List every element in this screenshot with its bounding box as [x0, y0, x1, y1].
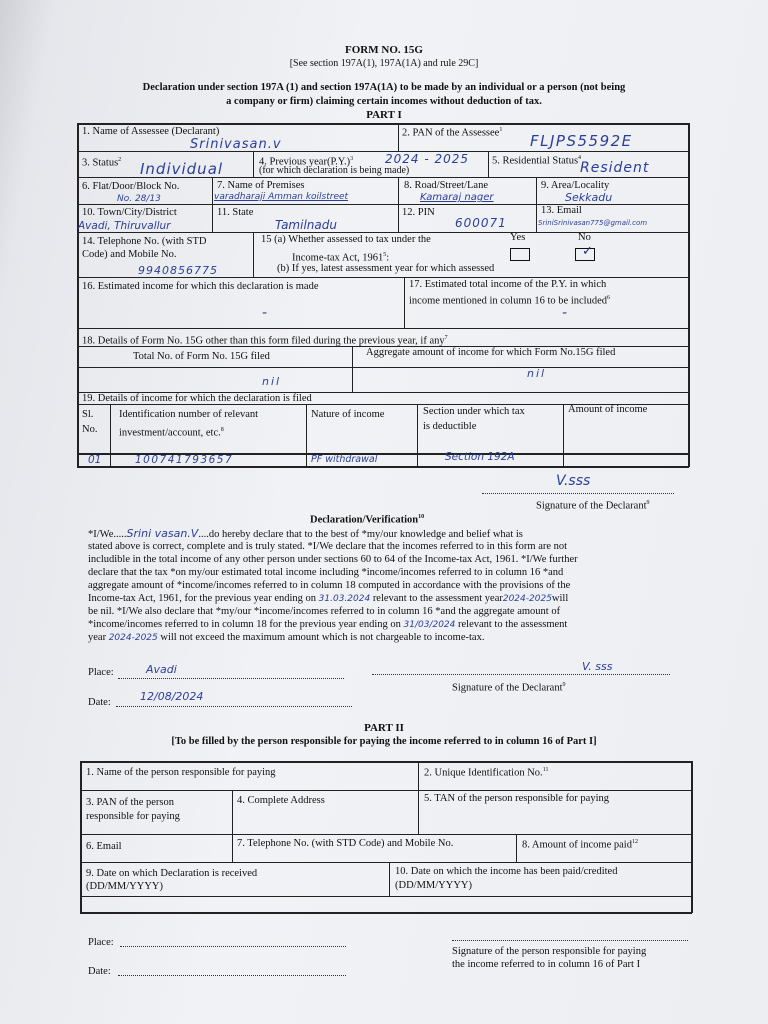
place-value[interactable]: Avadi: [146, 663, 177, 676]
form-title-line2: a company or firm) claiming certain incomes without deduction of tax.: [226, 96, 542, 107]
date-received-label-1: 9. Date on which Declaration is received: [86, 868, 258, 879]
total-15g-value[interactable]: nil: [262, 375, 282, 388]
latest-ay-label: (b) If yes, latest assessment year for which assessed: [277, 263, 495, 274]
previous-year-value[interactable]: 2024 - 2025: [385, 152, 470, 166]
part2-heading: PART II: [364, 722, 404, 734]
payer-address-label: 4. Complete Address: [237, 795, 325, 806]
id-number-header-1: Identification number of relevant: [119, 409, 259, 420]
date-paid-label-1: 10. Date on which the income has been paid/credited: [395, 866, 618, 877]
date-received-label-2: (DD/MM/YYYY): [86, 881, 163, 892]
area-label: 9. Area/Locality: [541, 180, 610, 191]
assessee-name-value[interactable]: Srinivasan.v: [190, 137, 282, 152]
state-label: 11. State: [217, 207, 254, 218]
assessed-label-1: 15 (a) Whether assessed to tax under the: [261, 234, 431, 245]
no-label: No: [578, 232, 591, 243]
place-line: [118, 678, 344, 679]
form-title-line1: Declaration under section 197A (1) and section 197A(1A) to be made by an individual or a person (not being: [142, 82, 626, 93]
road-label: 8. Road/Street/Lane: [404, 180, 488, 191]
id-number-header-2: investment/account, etc.$^8$: [119, 427, 224, 439]
declaration-line-2: stated above is correct, complete and is truly stated. *I/We declare that the incomes referred to in this form are not: [88, 541, 568, 552]
declaration-line-1: *I/We.....Srini vasan.V....do hereby declare that to the best of *my/our knowledge and belief what is: [88, 527, 523, 540]
yes-label: Yes: [510, 232, 526, 243]
previous-year-end-date-2[interactable]: 31/03/2024: [403, 620, 456, 630]
income-row-section[interactable]: Section 192A: [445, 451, 515, 463]
flat-value[interactable]: No. 28/13: [117, 194, 161, 204]
declaration-line-8: *income/incomes referred to in column 18 for the previous year ending on 31/03/2024 relevant to the assessment: [88, 619, 568, 630]
aggregate-15g-header: Aggregate amount of income for which Form No.15G filed: [366, 347, 616, 358]
income-details-label: 19. Details of income for which the declaration is filed: [82, 393, 312, 404]
declaration-line-7: be nil. *I/We also declare that *my/our *income/incomes referred to in column 16 *and the aggregate amount of: [88, 606, 561, 617]
income-row-sl[interactable]: 01: [88, 454, 102, 466]
state-value[interactable]: Tamilnadu: [275, 218, 337, 232]
status-value[interactable]: Individual: [140, 160, 224, 178]
assessment-year-inline-2[interactable]: 2024-2025: [108, 633, 158, 643]
telephone-label-2: Code) and Mobile No.: [82, 249, 177, 260]
income-row-id[interactable]: 100741793657: [135, 454, 234, 466]
residential-status-value[interactable]: Resident: [580, 160, 650, 176]
date-value[interactable]: 12/08/2024: [140, 690, 204, 703]
pan-label: 2. PAN of the Assessee$^1$: [402, 127, 503, 139]
payer-signature-line: [452, 940, 688, 941]
aggregate-15g-value[interactable]: nil: [527, 367, 547, 380]
total-income-value[interactable]: -: [562, 305, 568, 321]
form15g-details-label: 18. Details of Form No. 15G other than this form filed during the previous year, if any$^7$: [82, 335, 448, 347]
estimated-income-value[interactable]: -: [262, 305, 268, 321]
telephone-value[interactable]: 9940856775: [138, 264, 218, 277]
email-value[interactable]: SriniSrinivasan775@gmail.com: [538, 219, 648, 227]
signature-label-1: Signature of the Declarant$^9$: [536, 500, 650, 512]
area-value[interactable]: Sekkadu: [565, 191, 613, 204]
payer-tan-label: 5. TAN of the person responsible for paying: [424, 793, 610, 804]
place-label: Place:: [88, 667, 114, 678]
premises-value[interactable]: varadharaji Amman koilstreet: [214, 192, 349, 202]
email-label: 13. Email: [541, 205, 582, 216]
payer-signature-label-1: Signature of the person responsible for paying: [452, 946, 647, 957]
amount-paid-label: 8. Amount of income paid$^{12}$: [522, 839, 638, 851]
town-label: 10. Town/City/District: [82, 207, 177, 218]
pin-value[interactable]: 600071: [455, 216, 507, 230]
payer-telephone-label: 7. Telephone No. (with STD Code) and Mobile No.: [237, 838, 454, 849]
section-header-1: Section under which tax: [423, 406, 525, 417]
income-row-nature[interactable]: PF withdrawal: [311, 454, 378, 465]
signature-label-2: Signature of the Declarant$^9$: [452, 682, 566, 694]
part1-heading: PART I: [366, 109, 402, 121]
date-line: [116, 706, 352, 707]
part2-place-label: Place:: [88, 937, 114, 948]
residential-status-label: 5. Residential Status$^4$: [492, 155, 582, 167]
declaration-line-4: declare that the tax *on my/our estimated total income including *income/incomes referred to in column 16 *and: [88, 567, 564, 578]
part2-place-line: [120, 946, 346, 947]
no-checkmark-icon: ✓: [582, 244, 593, 259]
pin-label: 12. PIN: [402, 207, 435, 218]
payer-pan-label-2: responsible for paying: [86, 811, 180, 822]
telephone-label-1: 14. Telephone No. (with STD: [82, 236, 207, 247]
premises-label: 7. Name of Premises: [217, 180, 305, 191]
sl-header-1: Sl.: [82, 409, 94, 420]
section-header-2: is deductible: [423, 421, 477, 432]
payer-email-label: 6. Email: [86, 841, 122, 852]
part2-subtitle: [To be filled by the person responsible for paying the income referred to in column 16 of Part I]: [171, 736, 597, 747]
uin-label: 2. Unique Identification No.$^{11}$: [424, 767, 549, 779]
assessee-name-label: 1. Name of Assessee (Declarant): [82, 126, 220, 137]
total-15g-header: Total No. of Form No. 15G filed: [133, 351, 270, 362]
total-income-label-2: income mentioned in column 16 to be included$^6$: [409, 295, 610, 307]
status-label: 3. Status$^2$: [82, 157, 122, 169]
sl-header-2: No.: [82, 424, 98, 435]
declarant-name-inline[interactable]: Srini vasan.V: [126, 527, 199, 540]
assessed-label-2: Income-tax Act, 1961$^5$:: [292, 252, 390, 264]
payer-signature-label-2: the income referred to in column 16 of Part I: [452, 959, 641, 970]
declaration-line-9: year 2024-2025 will not exceed the maximum amount which is not chargeable to income-tax.: [88, 632, 485, 643]
date-paid-label-2: (DD/MM/YYYY): [395, 880, 472, 891]
total-income-label-1: 17. Estimated total income of the P.Y. in which: [409, 279, 607, 290]
assessment-year-inline-1[interactable]: 2024-2025: [502, 594, 552, 604]
declaration-line-3: includible in the total income of any other person under sections 60 to 64 of the Income-tax Act, 1961. *I/We further: [88, 554, 578, 565]
signature-line-2: [372, 674, 670, 675]
payer-name-label: 1. Name of the person responsible for paying: [86, 767, 276, 778]
declaration-line-6: Income-tax Act, 1961, for the previous year ending on 31.03.2024 relevant to the assessment year2024-2025will: [88, 593, 569, 604]
declarant-signature-1[interactable]: V.sss: [556, 473, 591, 489]
part2-date-line: [118, 975, 346, 976]
estimated-income-label: 16. Estimated income for which this declaration is made: [82, 281, 319, 292]
previous-year-end-date[interactable]: 31.03.2024: [318, 594, 371, 604]
previous-year-label: 4. Previous $year(P.Y.)^3$: [259, 156, 354, 168]
part2-date-label: Date:: [88, 966, 111, 977]
town-value[interactable]: Avadi, Thiruvallur: [78, 220, 171, 232]
declaration-title: Declaration/Verification$^{10}$: [310, 514, 425, 526]
road-value[interactable]: Kamaraj nager: [420, 192, 494, 203]
flat-label: 6. Flat/Door/Block No.: [82, 181, 180, 192]
signature-line-1: [482, 493, 674, 494]
yes-checkbox[interactable]: [510, 248, 530, 261]
pan-value[interactable]: FLJPS5592E: [530, 132, 633, 150]
date-label: Date:: [88, 697, 111, 708]
declarant-signature-2[interactable]: V. sss: [582, 660, 613, 673]
declaration-line-5: aggregate amount of *income/incomes referred to in column 18 computed in accordance with the provisions of the: [88, 580, 571, 591]
amount-header: Amount of income: [568, 404, 648, 415]
payer-pan-label-1: 3. PAN of the person: [86, 797, 174, 808]
form-number: FORM NO. 15G: [345, 44, 423, 56]
previous-year-sub: (for which declaration is being made): [259, 165, 410, 176]
nature-header: Nature of income: [311, 409, 385, 420]
see-section: [See section 197A(1), 197A(1A) and rule 29C]: [289, 58, 479, 69]
